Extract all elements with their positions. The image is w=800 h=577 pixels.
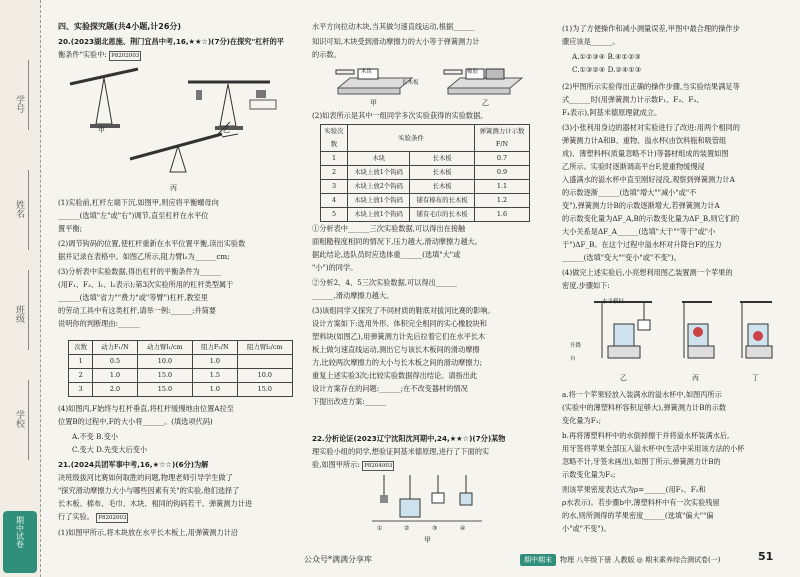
q21-cont-line: 知识可知,木块受到滑动摩擦力的大小等于弹簧测力计 [312, 37, 480, 46]
q20-4-line: (4)如图丙,F始终与杠杆垂直,将杠杆缓慢地由位置A拉至 [58, 404, 234, 413]
fig-label-b: 乙 [223, 126, 230, 134]
table-row [321, 166, 530, 180]
table-cell: 木块 [348, 152, 410, 166]
footer-bar [520, 553, 720, 567]
q22-line [312, 432, 506, 445]
lever-fig-c [130, 122, 238, 172]
fig-label-a: 甲 [370, 99, 377, 107]
text-line: F₄表示),阿基米德原理就成立。 [562, 108, 662, 117]
text-line: 于")ΔF_B。在这个过程中溢水杯对升降台F的压力 [562, 240, 722, 249]
analysis-line: "小")的同学。 [312, 263, 358, 272]
q20-text-line: 的劳动工具中有这类杠杆,请举一例:______;并简要 [58, 306, 217, 315]
fig-text-block: 木块 [361, 69, 373, 75]
fig-label-b: 乙 [482, 99, 489, 107]
table-cell: 1.0 [193, 355, 237, 369]
table-header-cell: 实验次数 [321, 125, 348, 152]
text-line: 变"),弹簧测力计B的示数逐渐增大,若弹簧测力计A [562, 201, 720, 210]
table-cell: 长木板 [410, 180, 475, 194]
q20-text-line: (3)分析表中实验数据,得出杠杆的平衡条件为______ [58, 267, 222, 276]
text-line: 的示数逐渐______(选填"增大""减小"或"不 [562, 188, 697, 197]
lever-fig-a [70, 69, 138, 128]
table-row [321, 180, 530, 194]
binding-line [28, 170, 29, 250]
friction-diagram [330, 60, 530, 102]
table-cell: 0.5 [93, 355, 137, 369]
text-line: (3)小张利用身边的器材对实验进行了改进:用两个相同的 [562, 123, 740, 132]
table-cell: 木块上放1个钩码 [348, 166, 410, 180]
lever-figures [60, 64, 300, 176]
fig-text-platform: 升降台 [570, 343, 582, 362]
text-line: 成)、薄塑料杯(质量忽略不计)等器材组成的装置如图 [562, 149, 729, 158]
table-cell: 木块上放2个钩码 [348, 180, 410, 194]
text-line: 大小关系是ΔF_A______(选填"大于""等于"或"小 [562, 227, 716, 236]
option-line: A.①②③④ B.④①②③ [572, 52, 641, 61]
binding-line [28, 270, 29, 350]
table-cell: 1.6 [475, 208, 530, 222]
table-row [321, 194, 530, 208]
step-label: ④ [460, 525, 466, 532]
table-cell: 5 [321, 208, 348, 222]
brand-logo-text: 期中试卷 [15, 516, 25, 548]
analysis-line: 塑料块(如图乙),用弹簧测力计先后拉着它们在水平长木 [312, 332, 486, 341]
table-row [69, 383, 293, 397]
table-cell: 15.0 [137, 383, 192, 397]
lever-fig-b [188, 82, 276, 130]
table-row [321, 152, 530, 166]
table-cell: 2 [69, 369, 93, 383]
table-header-row [69, 341, 293, 355]
fig-text-rubber: 橡胶 [467, 69, 479, 75]
step-line: ρ水表示)。若步骤b中,薄塑料杯中有一次实验残留 [562, 498, 720, 507]
option-line: C.①③②④ D.②④①③ [572, 65, 642, 74]
brand-logo [3, 511, 37, 573]
q20-4-option: A.不变 B.变小 [72, 432, 119, 441]
friction-figures [330, 60, 530, 102]
q21-line: 长木板、棉布、毛巾、木块、相同的钩码若干、弹簧测力计进 [58, 499, 253, 508]
step-line: 忽略不计,牙签未画出),如图丁所示,弹簧测力计B的 [562, 457, 721, 466]
fig-text-bar: 水平横杆 [602, 299, 625, 305]
binding-label-name: 姓名 [14, 200, 24, 218]
table-cell: 4 [321, 194, 348, 208]
table-cell: 2.0 [93, 383, 137, 397]
table-header-cell: 阻力臂l₂/cm [237, 341, 292, 355]
fig-label-a: 甲 [98, 126, 105, 134]
step-line: 的水,则所测得的苹果密度______(选填"偏大""偏 [562, 511, 714, 520]
step-line: 示数变化量为F₂; [562, 470, 616, 479]
archimedes-figure [372, 473, 482, 531]
archimedes-diagram [372, 473, 482, 531]
text-line: 式______时(用弹簧测力计示数F₁、F₂、F₃、 [562, 95, 704, 104]
friction-data-table [320, 124, 530, 222]
text-line: (2)甲图所示实验得出正确的操作步骤,当实验结果满足等 [562, 82, 740, 91]
table-cell: 木块上放1个钩码 [348, 194, 410, 208]
binding-label-school: 学校 [14, 410, 24, 428]
table-header-cell: 弹簧测力计示数F/N [475, 125, 530, 152]
step-label: ② [404, 525, 410, 532]
binding-line [28, 380, 29, 460]
q20-text-line: ______(选填"省力""费力"或"等臂")杠杆,教室里 [58, 293, 208, 302]
text-line: 入盛满水的溢水杯中直至刚好浸没,观察到弹簧测力计A [562, 175, 735, 184]
table-cell: 1.1 [475, 180, 530, 194]
text-line: 乙所示。实验时逐渐调高平台F,使重物缓慢浸 [562, 162, 705, 171]
table-header-cell: 动力臂l₁/cm [137, 341, 192, 355]
analysis-line: 设计方案如下:选用外形、体积完全相同的实心橡胶块和 [312, 319, 487, 328]
question-code-badge: P8202003 [111, 53, 140, 59]
step-line: b.再将薄塑料杯中的水倒掉擦干并将溢水杯装满水后, [562, 431, 730, 440]
q21-2-line: (2)如表所示是其中一组同学多次实验获得的实验数据。 [312, 111, 488, 120]
table-cell: 铺有棉布的长木板 [410, 194, 475, 208]
table-cell: 木块上放1个钩码 [348, 208, 410, 222]
binding-line [28, 60, 29, 130]
q20-header [58, 35, 303, 48]
table-cell: 1.0 [93, 369, 137, 383]
table-cell: 2 [321, 166, 348, 180]
analysis-line: 据此结论,选队员时应选体重______(选填"大"或 [312, 250, 461, 259]
q20-text-line: 据并记录在表格中。如图乙所示,阻力臂l₂为______cm; [58, 252, 230, 261]
analysis-line: 重复上述实验3次;比较实验数据得出结论。请指出此 [312, 371, 478, 380]
step-line: 则该苹果密度表达式为ρ=______(用F₁、F₂和 [562, 485, 706, 494]
table-cell: 3 [321, 180, 348, 194]
text-line: 的示数变化量为ΔF_A,B的示数变化量为ΔF_B,则它们的 [562, 214, 740, 223]
analysis-line: 板上做匀速直线运动,测出它与该长木板间的滑动摩擦 [312, 345, 480, 354]
step-line: 用牙签将苹果全部压入溢水杯中(生活中采用该方法的小杯 [562, 444, 745, 453]
table-cell [237, 355, 292, 369]
fig-text-board: 长木板 [402, 80, 419, 86]
q22-line: 理实验小组的同学,想验证阿基米德原理,进行了下面的实 [312, 447, 490, 456]
question-code-badge: P8204003 [364, 463, 393, 469]
table-header-cell: 次数 [69, 341, 93, 355]
text-line: 骤应该是______。 [562, 37, 620, 46]
q20-text-line: (1)实验前,杠杆左端下沉,如图甲,则应将平衡螺母向 [58, 198, 219, 207]
q22-line-text: 验,如图甲所示: [312, 460, 360, 469]
q21-line [58, 458, 208, 471]
fig-label-b: 乙 [620, 374, 627, 382]
q20-text-line: ______(选填"左"或"右")调节,直至杠杆在水平位 [58, 211, 209, 220]
fig-label-c: 丙 [170, 184, 177, 192]
table-cell: 1 [321, 152, 348, 166]
step-line: 小"或"不变")。 [562, 524, 611, 533]
analysis-line: ②分析2、4、5三次实验数据,可以得出______ [312, 278, 458, 287]
table-cell: 15.0 [237, 383, 292, 397]
page-number: 51 [758, 550, 774, 563]
table-cell: 1.5 [193, 369, 237, 383]
section-title: 四、实验探究题(共4小题,计26分) [58, 22, 182, 31]
binding-label-id: 学号 [14, 95, 24, 113]
step-label: ① [377, 525, 383, 532]
q21-line: 决班级拔河比赛如何取胜的问题,物理老师引导学生做了 [58, 473, 233, 482]
analysis-line: (3)该组同学又探究了不同材质的鞋底对拔河比赛的影响。 [312, 306, 495, 315]
table-cell: 1.2 [475, 194, 530, 208]
q20-header-text: 20.(2023湖北恩施、荆门宜昌中考,16,★★☆)(7分)在探究"杠杆的平 [58, 37, 284, 46]
table-cell: 0.7 [475, 152, 530, 166]
lever-diagram [60, 64, 300, 176]
table-cell: 0.9 [475, 166, 530, 180]
table-cell: 1.0 [193, 383, 237, 397]
table-cell: 10.0 [137, 355, 192, 369]
step-label: ③ [432, 525, 438, 532]
table-cell: 10.0 [237, 369, 292, 383]
q21-line: (1)如图甲所示,将木块放在水平长木板上,用弹簧测力计沿 [58, 528, 239, 537]
q21-header: 21.(2024兵团军事中考,16,★☆☆)(6分)为解 [58, 460, 209, 469]
step-line: a.将一个苹果轻放入装满水的溢水杯中,如图丙所示 [562, 390, 722, 399]
analysis-line: ______,滑动摩擦力越大。 [312, 291, 394, 300]
q21-cont-line: 的示数。 [312, 50, 341, 59]
table-cell: 3 [69, 383, 93, 397]
q20-text-line: 置平衡; [58, 224, 82, 233]
table-cell: 长木板 [410, 152, 475, 166]
q20-4-line: 位置B的过程中,F的大小将______。(填选项代码) [58, 417, 213, 426]
table-cell: 15.0 [137, 369, 192, 383]
q20-4-option: C.变大 D.先变大后变小 [72, 445, 148, 454]
fig-label-c: 丙 [692, 374, 699, 382]
table-header-cell: 动力F₁/N [93, 341, 137, 355]
binding-margin [0, 0, 41, 577]
text-line: 弹簧测力计A和B、重物、溢水杯(由饮料瓶和吸管组 [562, 136, 727, 145]
q21-line: "探究滑动摩擦力大小与哪些因素有关"的实验,他们选择了 [58, 486, 240, 495]
step-line: 变化量为F₁; [562, 416, 602, 425]
q20-text-line: (2)调节钩码的位置,使杠杆重新在水平位置平衡,读出实验数 [58, 239, 246, 248]
footer-badge: 期中期末 [520, 554, 556, 566]
q20-text-line: 说明你的判断理由:______ [58, 319, 140, 328]
table-cell: 铺有毛巾的长木板 [410, 208, 475, 222]
q21-line-text: 行了实验。 [58, 512, 94, 521]
text-line: ______(选填"变大""变小"或"不变")。 [562, 253, 681, 262]
table-header-cell: 阻力F₂/N [193, 341, 237, 355]
footer-text: 物理 八年级下册 人教版 ◎ 期末素养综合测试卷(一) [560, 556, 721, 564]
q22-header: 22.分析论证(2023辽宁沈阳沈河期中,24,★★☆)(7分)某物 [312, 434, 506, 443]
publisher-note: 公众号*满满分享库 [304, 555, 372, 564]
fig-label-a: 甲 [424, 536, 431, 544]
question-code-badge: P8202003 [98, 515, 127, 521]
step-line: (实验中的薄塑料杯容积足够大),弹簧测力计B的示数 [562, 403, 727, 412]
table-header-cell: 实验条件 [348, 125, 475, 152]
binding-label-class: 班级 [14, 305, 24, 323]
analysis-line: 下提出改进方案:______ [312, 397, 387, 406]
table-cell: 长木板 [410, 166, 475, 180]
analysis-line: ①分析表中______三次实验数据,可以得出在接触 [312, 224, 466, 233]
analysis-line: 力,比较两次摩擦力的大小与长木板之间的滑动摩擦力; [312, 358, 483, 367]
text-line: 密度,步骤如下: [562, 281, 610, 290]
analysis-line: 设计方案存在的问题:______;在不改变器材的情况 [312, 384, 468, 393]
table-row [69, 369, 293, 383]
table-row [69, 355, 293, 369]
q20-line2-text: 衡条件"实验中: [58, 50, 107, 59]
q20-text-line: (用F₁、F₂、l₁、l₂表示);第3次实验所用的杠杆类型属于 [58, 280, 234, 289]
q21-cont-line: 水平方向拉动木块,当其做匀速直线运动,根据______ [312, 22, 475, 31]
table-row [321, 208, 530, 222]
fig-label-d: 丁 [752, 374, 759, 382]
table-cell: 1 [69, 355, 93, 369]
table-header-row [321, 125, 530, 152]
text-line: (4)做完上述实验后,小亮想利用图乙装置测一个苹果的 [562, 268, 733, 277]
q21-line [58, 510, 128, 523]
lever-data-table [68, 340, 293, 397]
q22-line [312, 458, 394, 471]
analysis-line: 面粗糙程度相同的情况下,压力越大,滑动摩擦力越大。 [312, 237, 482, 246]
text-line: (1)为了方便操作和减小测量误差,甲图中最合理的操作步 [562, 24, 740, 33]
q20-line2 [58, 48, 141, 61]
